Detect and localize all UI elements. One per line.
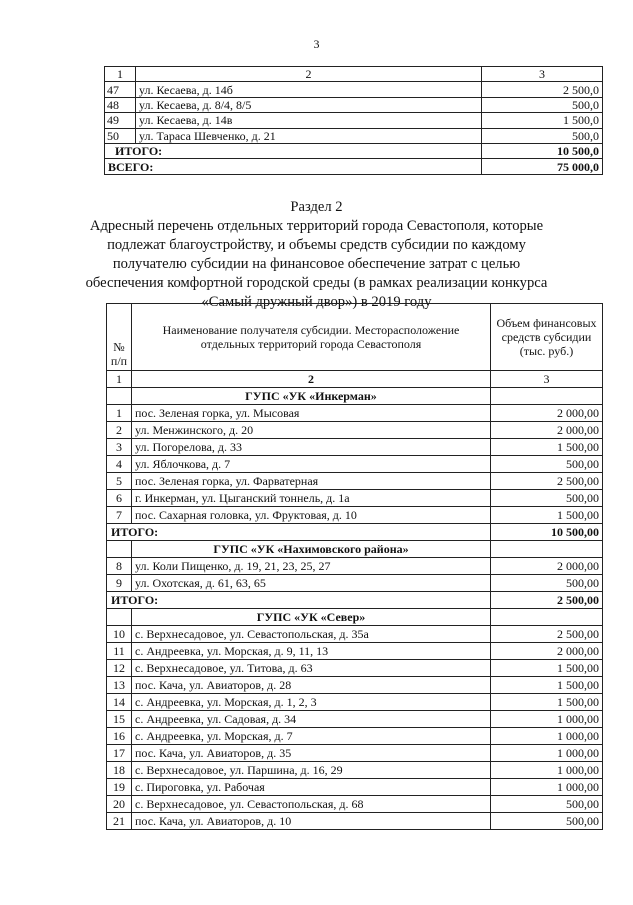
row-amount: 1 000,00: [491, 779, 603, 796]
row-number: 17: [107, 745, 132, 762]
row-address: пос. Зеленая горка, ул. Мысовая: [132, 405, 491, 422]
row-address: пос. Кача, ул. Авиаторов, д. 28: [132, 677, 491, 694]
itogo-row: [105, 143, 603, 158]
section-title: Раздел 2: [290, 199, 343, 215]
row-number: 4: [107, 456, 132, 473]
group-spacer: [491, 541, 603, 558]
table-row: [107, 728, 603, 745]
row-number: 11: [107, 643, 132, 660]
row-number: 15: [107, 711, 132, 728]
row-amount: 1 500,00: [491, 660, 603, 677]
row-amount: 500,00: [491, 575, 603, 592]
table-row: [107, 507, 603, 524]
column-index-row: [107, 371, 603, 388]
row-amount: 1 000,00: [491, 745, 603, 762]
row-number: 18: [107, 762, 132, 779]
section-heading: [80, 198, 553, 312]
group-name: ГУПС «УК «Север»: [132, 609, 491, 626]
vsego-row: [105, 159, 603, 174]
row-amount: 500,0: [482, 128, 603, 143]
column-header-amount: Объем финансовых средств субсидии (тыс. руб.): [491, 304, 603, 371]
row-address: с. Андреевка, ул. Морская, д. 1, 2, 3: [132, 694, 491, 711]
table-row: [107, 439, 603, 456]
table-row: [107, 405, 603, 422]
row-amount: 1 000,00: [491, 762, 603, 779]
group-spacer: [491, 388, 603, 405]
row-address: ул. Охотская, д. 61, 63, 65: [132, 575, 491, 592]
group-header-row: [107, 388, 603, 405]
row-number: 2: [107, 422, 132, 439]
row-amount: 1 500,00: [491, 439, 603, 456]
row-address: с. Андреевка, ул. Морская, д. 9, 11, 13: [132, 643, 491, 660]
row-amount: 2 000,00: [491, 558, 603, 575]
vsego-value: 75 000,0: [482, 159, 603, 174]
row-amount: 500,0: [482, 97, 603, 112]
row-number: 9: [107, 575, 132, 592]
row-number: 8: [107, 558, 132, 575]
row-amount: 500,00: [491, 813, 603, 830]
itogo-row: [107, 524, 603, 541]
itogo-value: 10 500,00: [491, 524, 603, 541]
row-amount: 2 000,00: [491, 405, 603, 422]
row-amount: 2 500,00: [491, 473, 603, 490]
table-row: [107, 575, 603, 592]
row-number: 10: [107, 626, 132, 643]
row-number: 5: [107, 473, 132, 490]
column-index-row: [105, 67, 603, 82]
column-index: 2: [136, 67, 482, 82]
row-number: 6: [107, 490, 132, 507]
row-amount: 1 000,00: [491, 728, 603, 745]
row-amount: 1 500,00: [491, 507, 603, 524]
group-spacer: [491, 609, 603, 626]
row-amount: 2 000,00: [491, 422, 603, 439]
row-address: с. Верхнесадовое, ул. Севастопольская, д. 35а: [132, 626, 491, 643]
table-row: [107, 473, 603, 490]
section-description: Адресный перечень отдельных территорий города Севастополя, которые подлежат благоустройству, и объемы средств субсидии по каждому получателю субсидии на финансовое обеспечение затрат с целью обеспечения комфортной городской среды (в рамках реализации конкурса «Самый дружный двор») в 2019 году: [85, 218, 548, 310]
row-amount: 1 500,00: [491, 677, 603, 694]
row-address: с. Верхнесадовое, ул. Севастопольская, д. 68: [132, 796, 491, 813]
group-spacer: [107, 609, 132, 626]
row-address: ул. Кесаева, д. 8/4, 8/5: [136, 97, 482, 112]
table-row: [107, 779, 603, 796]
table-row: [105, 97, 603, 112]
table-row: [107, 558, 603, 575]
row-address: с. Верхнесадовое, ул. Титова, д. 63: [132, 660, 491, 677]
itogo-label: ИТОГО:: [107, 524, 491, 541]
page-number: 3: [313, 37, 320, 51]
column-index: 2: [132, 371, 491, 388]
row-number: 12: [107, 660, 132, 677]
row-address: г. Инкерман, ул. Цыганский тоннель, д. 1а: [132, 490, 491, 507]
row-address: с. Андреевка, ул. Садовая, д. 34: [132, 711, 491, 728]
row-amount: 2 500,00: [491, 626, 603, 643]
itogo-value: 10 500,0: [482, 143, 603, 158]
column-index: 3: [491, 371, 603, 388]
group-spacer: [107, 388, 132, 405]
row-number: 19: [107, 779, 132, 796]
table-row: [107, 711, 603, 728]
row-address: ул. Кесаева, д. 14в: [136, 113, 482, 128]
row-amount: 500,00: [491, 490, 603, 507]
group-header-row: [107, 541, 603, 558]
row-address: пос. Кача, ул. Авиаторов, д. 35: [132, 745, 491, 762]
row-address: с. Пироговка, ул. Рабочая: [132, 779, 491, 796]
row-address: с. Верхнесадовое, ул. Паршина, д. 16, 29: [132, 762, 491, 779]
table-row: [107, 422, 603, 439]
group-header-row: [107, 609, 603, 626]
row-address: ул. Тараса Шевченко, д. 21: [136, 128, 482, 143]
subsidy-table: [106, 303, 603, 830]
row-number: 48: [105, 97, 136, 112]
table-row: [107, 745, 603, 762]
row-number: 20: [107, 796, 132, 813]
row-number: 14: [107, 694, 132, 711]
column-index: 1: [107, 371, 132, 388]
row-address: ул. Яблочкова, д. 7: [132, 456, 491, 473]
row-address: пос. Кача, ул. Авиаторов, д. 10: [132, 813, 491, 830]
group-name: ГУПС «УК «Инкерман»: [132, 388, 491, 405]
table-row: [105, 128, 603, 143]
row-address: пос. Сахарная головка, ул. Фруктовая, д. 10: [132, 507, 491, 524]
row-number: 13: [107, 677, 132, 694]
row-address: пос. Зеленая горка, ул. Фарватерная: [132, 473, 491, 490]
row-number: 16: [107, 728, 132, 745]
row-amount: 500,00: [491, 796, 603, 813]
column-header-number: № п/п: [107, 304, 132, 371]
row-address: ул. Кесаева, д. 14б: [136, 82, 482, 97]
row-number: 49: [105, 113, 136, 128]
table-row: [107, 762, 603, 779]
table-row: [107, 796, 603, 813]
column-index: 3: [482, 67, 603, 82]
table-row: [107, 694, 603, 711]
row-amount: 2 000,00: [491, 643, 603, 660]
row-amount: 1 500,00: [491, 694, 603, 711]
row-amount: 1 000,00: [491, 711, 603, 728]
table-row: [107, 643, 603, 660]
vsego-label: ВСЕГО:: [105, 159, 482, 174]
itogo-value: 2 500,00: [491, 592, 603, 609]
itogo-label: ИТОГО:: [105, 143, 482, 158]
table-row: [105, 82, 603, 97]
column-index: 1: [105, 67, 136, 82]
table-row: [107, 813, 603, 830]
row-amount: 500,00: [491, 456, 603, 473]
row-number: 50: [105, 128, 136, 143]
group-name: ГУПС «УК «Нахимовского района»: [132, 541, 491, 558]
row-number: 7: [107, 507, 132, 524]
column-header-name: Наименование получателя субсидии. Месторасположение отдельных территорий города Севастополя: [132, 304, 491, 371]
row-number: 21: [107, 813, 132, 830]
itogo-row: [107, 592, 603, 609]
row-amount: 1 500,0: [482, 113, 603, 128]
row-number: 47: [105, 82, 136, 97]
row-amount: 2 500,0: [482, 82, 603, 97]
group-spacer: [107, 541, 132, 558]
table-row: [107, 456, 603, 473]
table-row: [105, 113, 603, 128]
table-row: [107, 490, 603, 507]
continuation-table: [104, 66, 603, 175]
row-address: ул. Погорелова, д. 33: [132, 439, 491, 456]
row-address: ул. Менжинского, д. 20: [132, 422, 491, 439]
row-address: ул. Коли Пищенко, д. 19, 21, 23, 25, 27: [132, 558, 491, 575]
table-row: [107, 677, 603, 694]
row-number: 1: [107, 405, 132, 422]
table-row: [107, 660, 603, 677]
row-address: с. Андреевка, ул. Морская, д. 7: [132, 728, 491, 745]
table-header-row: [107, 304, 603, 371]
itogo-label: ИТОГО:: [107, 592, 491, 609]
row-number: 3: [107, 439, 132, 456]
table-row: [107, 626, 603, 643]
